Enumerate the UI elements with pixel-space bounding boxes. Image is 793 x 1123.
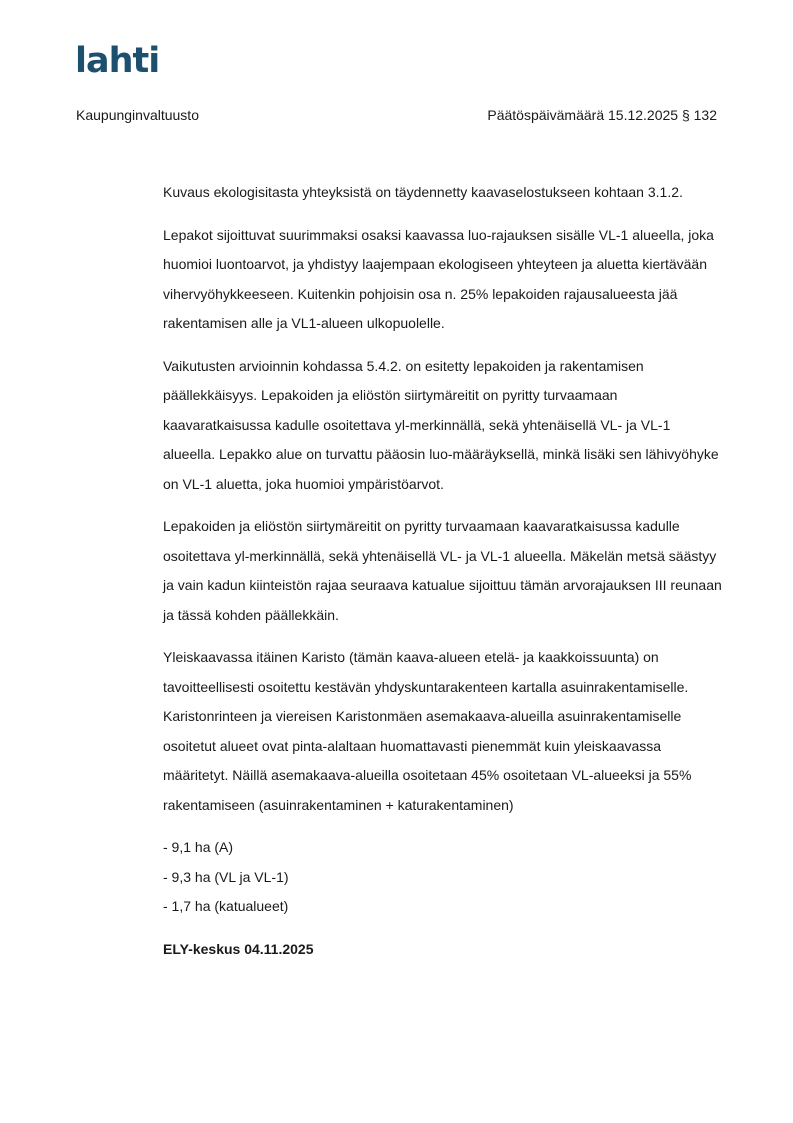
section-heading: ELY-keskus 04.11.2025 xyxy=(163,940,314,957)
paragraph: Vaikutusten arvioinnin kohdassa 5.4.2. on esitetty lepakoiden ja rakentamisen päällekkäisyys. Lepakoiden ja eliöstön siirtymäreitit on pyritty turvaamaan kaavaratkaisussa kadulle osoitettava yl-merkinnällä, sekä yhtenäisellä VL- ja VL-1 alueella. Lepakko alue on turvattu pääosin luo-määräyksellä, minkä lisäki sen lähivyöhyke on VL-1 aluetta, joka huomioi ympäristöarvot. xyxy=(163,357,719,492)
list-item: - 1,7 ha (katualueet) xyxy=(163,898,289,914)
list-item: - 9,3 ha (VL ja VL-1) xyxy=(163,868,289,885)
list-item: - 9,1 ha (A) xyxy=(163,839,234,855)
area-list xyxy=(163,833,723,922)
document-body xyxy=(163,178,723,964)
decision-date: Päätöspäivämäärä 15.12.2025 § 132 xyxy=(487,107,717,123)
paragraph: Lepakot sijoittuvat suurimmaksi osaksi kaavassa luo-rajauksen sisälle VL-1 alueella, joka huomioi luontoarvot, ja yhdistyy laajempaan ekologiseen yhteyteen ja aluetta kiertävään vihervyöhykkeeseen. Kuitenkin pohjoisin osa n. 25% lepakoiden rajausalueesta jää rakentamisen alle ja VL1-alueen ulkopuolelle. xyxy=(163,226,714,331)
paragraph: Yleiskaavassa itäinen Karisto (tämän kaava-alueen etelä- ja kaakkoissuunta) on tavoitteellisesti osoitettu kestävän yhdyskuntarakenteen kartalla asuinrakentamiselle. Karistonrinteen ja viereisen Karistonmäen asemakaava-alueilla asuinrakentamiselle osoitetut alueet ovat pinta-alaltaan huomattavasti pienemmät kuin yleiskaavassa määritetyt. Näillä asemakaava-alueilla osoitetaan 45% osoitetaan VL-alueeksi ja 55% rakentamiseen (asuinrakentaminen + katurakentaminen) xyxy=(163,649,692,813)
organ-name: Kaupunginvaltuusto xyxy=(76,107,199,123)
paragraph: Lepakoiden ja eliöstön siirtymäreitit on pyritty turvaamaan kaavaratkaisussa kadulle osoitettava yl-merkinnällä, sekä yhtenäisellä VL- ja VL-1 alueella. Mäkelän metsä säästyy ja vain kadun kiinteistön rajaa seuraava katualue sijoittuu tämän arvorajauksen III reunaan ja tässä kohden päällekkäin. xyxy=(163,518,722,623)
paragraph: Kuvaus ekologisitasta yhteyksistä on täydennetty kaavaselostukseen kohtaan 3.1.2. xyxy=(163,184,683,200)
lahti-logo: lahti xyxy=(75,41,160,81)
